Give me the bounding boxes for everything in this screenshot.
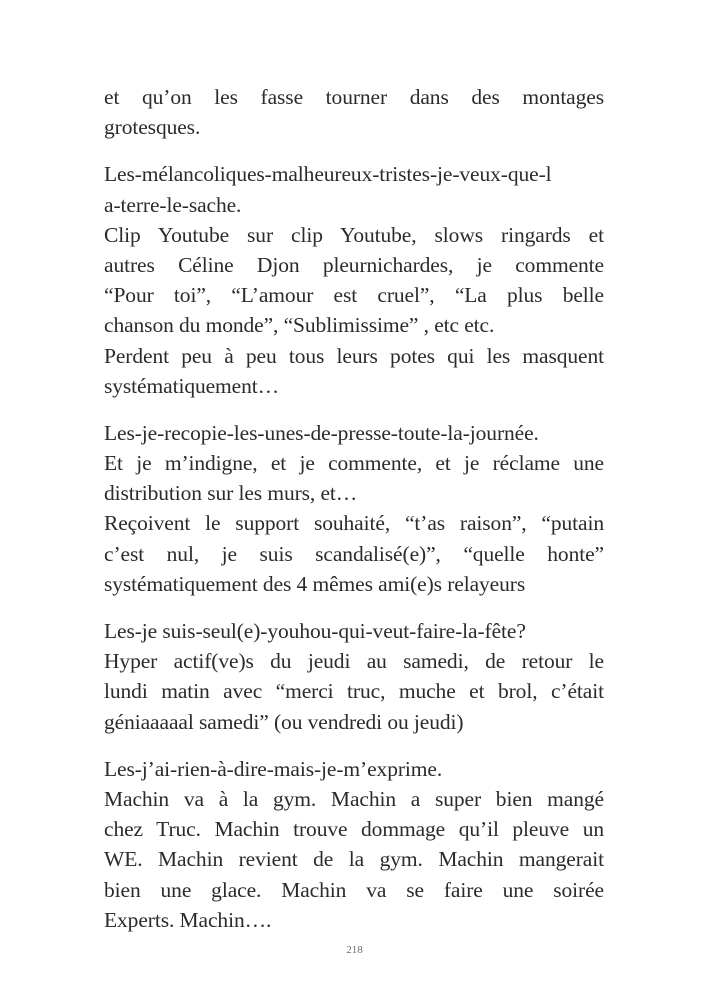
text-line: distribution sur les murs, et… (104, 481, 358, 506)
text-line: chez Truc. Machin trouve dommage qu’il pleuve un (104, 817, 604, 842)
paragraph-3 (104, 418, 604, 599)
page-number: 218 (346, 944, 363, 956)
text-line: grotesques. (104, 115, 201, 140)
text-line: a-terre-le-sache. (104, 192, 242, 217)
text-line: Hyper actif(ve)s du jeudi au samedi, de retour le (104, 649, 604, 674)
text-line: Experts. Machin…. (104, 907, 272, 932)
text-line: géniaaaaal samedi” (ou vendredi ou jeudi) (104, 709, 464, 734)
text-line: “Pour toi”, “L’amour est cruel”, “La plus belle (104, 283, 604, 308)
text-line: Les-mélancoliques-malheureux-tristes-je-veux-que-l (104, 162, 552, 187)
text-line: systématiquement… (104, 373, 280, 398)
text-line: Machin va à la gym. Machin a super bien mangé (104, 786, 604, 811)
page-body (104, 82, 604, 952)
text-line: Les-je suis-seul(e)-youhou-qui-veut-faire-la-fête? (104, 619, 526, 643)
text-line: et qu’on les fasse tourner dans des montages (104, 85, 604, 109)
text-line: Les-je-recopie-les-unes-de-presse-toute-la-journée. (104, 420, 539, 445)
paragraph-2 (104, 159, 604, 401)
paragraph-5 (104, 754, 604, 935)
text-line: WE. Machin revient de la gym. Machin mangerait (104, 847, 604, 872)
paragraph-1 (104, 82, 604, 142)
text-line: Clip Youtube sur clip Youtube, slows ringards et (104, 222, 604, 247)
text-line: lundi matin avec “merci truc, muche et brol, c’était (104, 679, 604, 704)
text-line: Perdent peu à peu tous leurs potes qui les masquent (104, 343, 604, 368)
paragraph-4 (104, 616, 604, 737)
text-line: bien une glace. Machin va se faire une soirée (104, 877, 604, 902)
text-line: Les-j’ai-rien-à-dire-mais-je-m’exprime. (104, 756, 443, 781)
text-line: chanson du monde”, “Sublimissime” , etc etc. (104, 313, 495, 338)
text-line: Reçoivent le support souhaité, “t’as raison”, “putain (104, 511, 604, 536)
text-line: Et je m’indigne, et je commente, et je réclame une (104, 451, 604, 476)
text-line: c’est nul, je suis scandalisé(e)”, “quelle honte” (104, 541, 604, 566)
text-line: autres Céline Djon pleurnichardes, je commente (104, 252, 604, 277)
text-line: systématiquement des 4 mêmes ami(e)s relayeurs (104, 571, 526, 596)
